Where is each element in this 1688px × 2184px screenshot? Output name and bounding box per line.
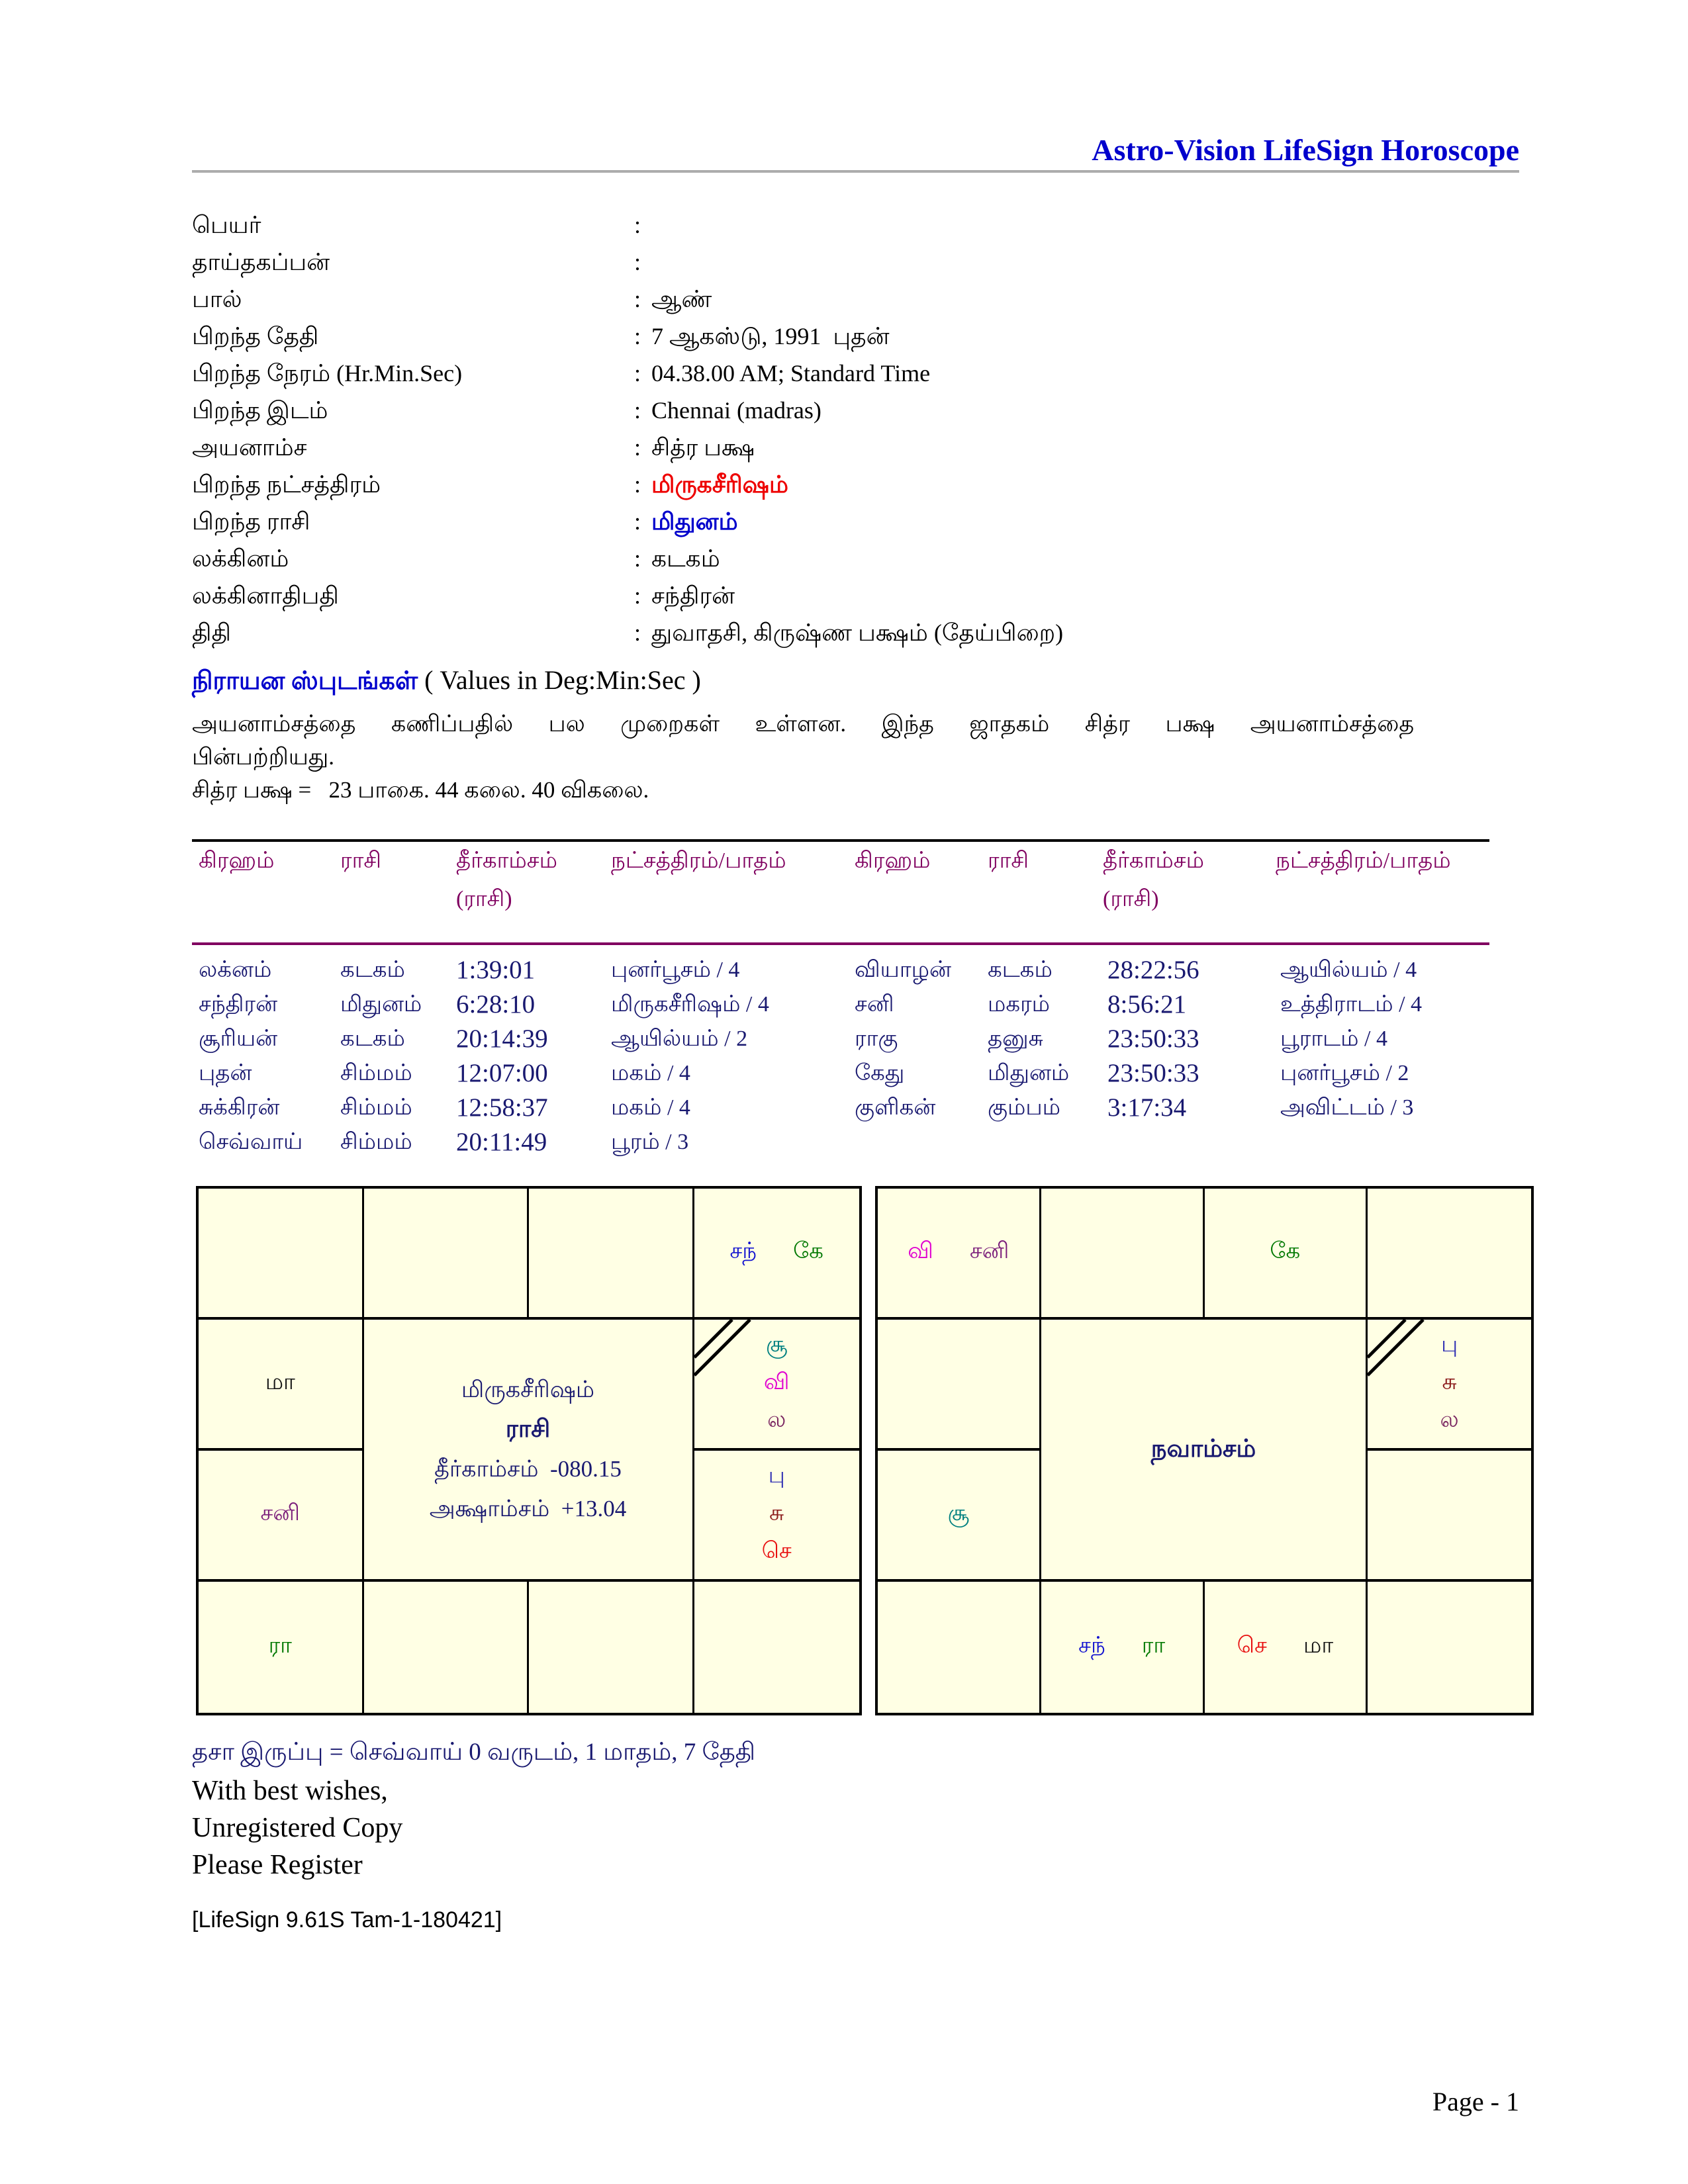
- info-label: பிறந்த நட்சத்திரம்: [192, 471, 381, 498]
- cell-nakshatra: மிருகசீரிஷம் / 4: [611, 992, 769, 1017]
- cell-rasi: மிதுனம்: [988, 1061, 1070, 1085]
- info-value: சந்திரன்: [651, 582, 735, 609]
- info-value: 7 ஆகஸ்டு, 1991 புதன்: [651, 323, 890, 349]
- planet-label-jupiter: வி: [908, 1239, 933, 1263]
- cell-longitude: 6:28:10: [456, 990, 536, 1019]
- info-label: பெயர்: [192, 212, 261, 238]
- info-row: [192, 355, 1519, 392]
- chart-cell-navamsa-r1c1: [878, 1189, 1041, 1320]
- cell-longitude: 23:50:33: [1107, 1059, 1199, 1087]
- planet-label-ketu: கே: [1270, 1239, 1301, 1263]
- planet-label-venus: சு: [1442, 1370, 1457, 1394]
- cell-longitude: 28:22:56: [1107, 956, 1199, 984]
- chart-cell-rasi-r1c2: [364, 1189, 530, 1320]
- table-row: [192, 1022, 1509, 1056]
- cell-nakshatra: மகம் / 4: [611, 1061, 690, 1085]
- cell-rasi: கடகம்: [988, 958, 1053, 982]
- table-rule-top: [192, 839, 1489, 842]
- rasi-chart: [196, 1186, 862, 1715]
- chart-cell-navamsa-r3c1: [878, 1451, 1041, 1582]
- info-row: [192, 540, 1519, 577]
- info-value: கடகம்: [651, 545, 720, 572]
- planet-label-rahu: ரா: [1141, 1633, 1166, 1658]
- info-row: [192, 614, 1519, 651]
- planet-label-venus: சு: [769, 1501, 784, 1525]
- planet-label-mars: செ: [1237, 1633, 1267, 1658]
- chart-cell-rasi-r4c4: [694, 1582, 860, 1713]
- info-label: லக்கினாதிபதி: [192, 582, 339, 609]
- info-colon: :: [634, 286, 641, 312]
- info-colon: :: [634, 360, 641, 387]
- planet-label-mandi: மா: [265, 1370, 295, 1394]
- cell-nakshatra: உத்திராடம் / 4: [1280, 992, 1423, 1017]
- col-header-longitude-right: தீர்காம்சம்: [1103, 848, 1204, 873]
- planet-label-mandi: மா: [1303, 1633, 1334, 1658]
- info-label: தாய்தகப்பன்: [192, 249, 330, 275]
- cell-planet: சுக்கிரன்: [199, 1095, 280, 1120]
- cell-nakshatra: பூராடம் / 4: [1280, 1026, 1387, 1051]
- info-value: துவாதசி, கிருஷ்ண பக்ஷம் (தேய்பிறை): [651, 619, 1064, 646]
- chitra-paksha-value-line: சித்ர பக்ஷ = 23 பாகை. 44 கலை. 40 விகலை.: [192, 777, 649, 803]
- navamsa-center-line: நவாம்சம்: [1150, 1435, 1256, 1463]
- info-colon: :: [634, 323, 641, 349]
- col-header-graham-right: கிரஹம்: [855, 848, 931, 873]
- cell-longitude: 1:39:01: [456, 956, 536, 984]
- info-colon: :: [634, 545, 641, 572]
- col-header-longitude-left: தீர்காம்சம்: [456, 848, 557, 873]
- cell-nakshatra: பூரம் / 3: [611, 1130, 689, 1154]
- planet-label-mercury: பு: [768, 1463, 785, 1488]
- info-colon: :: [634, 212, 641, 238]
- section-heading-latin: ( Values in Deg:Min:Sec ): [418, 665, 701, 695]
- info-colon: :: [634, 508, 641, 535]
- cell-planet: ராகு: [855, 1026, 898, 1051]
- info-colon: :: [634, 397, 641, 424]
- unregistered-copy-line: Unregistered Copy: [192, 1813, 403, 1843]
- cell-rasi: மிதுனம்: [340, 992, 422, 1017]
- col-header-graham-left: கிரஹம்: [199, 848, 275, 873]
- chart-cell-navamsa-r1c3: [1205, 1189, 1368, 1320]
- cell-nakshatra: புனர்பூசம் / 2: [1280, 1061, 1409, 1085]
- cell-planet: குளிகன்: [855, 1095, 936, 1120]
- chart-cell-rasi-r2c4: [694, 1320, 860, 1451]
- chart-cell-navamsa-r4c4: [1368, 1582, 1531, 1713]
- section-heading: [192, 664, 701, 699]
- table-row: [192, 1091, 1509, 1125]
- positions-table-header: [192, 848, 1509, 882]
- info-value: 04.38.00 AM; Standard Time: [651, 360, 931, 387]
- rasi-center-line: ராசி: [505, 1416, 551, 1443]
- chart-cell-rasi-r4c2: [364, 1582, 530, 1713]
- cell-nakshatra: ஆயில்யம் / 2: [611, 1026, 748, 1051]
- info-colon: :: [634, 434, 641, 461]
- cell-planet: புதன்: [199, 1061, 252, 1085]
- info-row: [192, 429, 1519, 466]
- info-label: பிறந்த இடம்: [192, 397, 328, 424]
- rasi-center-line: தீர்காம்சம் -080.15: [434, 1456, 622, 1482]
- info-colon: :: [634, 582, 641, 609]
- info-label: திதி: [192, 619, 231, 646]
- planet-label-mars: செ: [761, 1539, 792, 1563]
- table-row: [192, 987, 1509, 1022]
- dasa-balance-line: தசா இருப்பு = செவ்வாய் 0 வருடம், 1 மாதம், 7 தேதி: [192, 1739, 756, 1766]
- info-value: ஆண்: [651, 286, 712, 312]
- chart-cell-navamsa-r3c4: [1368, 1451, 1531, 1582]
- cell-nakshatra: ஆயில்யம் / 4: [1280, 958, 1417, 982]
- cell-nakshatra: புனர்பூசம் / 4: [611, 958, 740, 982]
- rasi-center-line: அக்ஷாம்சம் +13.04: [429, 1496, 627, 1522]
- chart-cell-navamsa-r1c4: [1368, 1189, 1531, 1320]
- info-colon: :: [634, 249, 641, 275]
- info-value: Chennai (madras): [651, 397, 821, 424]
- chart-cell-navamsa-r4c2: [1041, 1582, 1205, 1713]
- rasi-center-line: மிருகசீரிஷம்: [461, 1377, 595, 1402]
- planet-label-rahu: ரா: [268, 1633, 292, 1658]
- wishes-line: With best wishes,: [192, 1776, 388, 1806]
- lagna-marker-icon: [1368, 1320, 1429, 1381]
- lagna-marker-icon: [694, 1320, 755, 1381]
- cell-longitude: 23:50:33: [1107, 1024, 1199, 1053]
- chart-cell-navamsa-r2c1: [878, 1320, 1041, 1451]
- col-header-nakshatra-right: நட்சத்திரம்/பாதம்: [1276, 848, 1451, 873]
- chart-cell-rasi-r3c4: [694, 1451, 860, 1582]
- info-label: பிறந்த ராசி: [192, 508, 310, 535]
- positions-table-subheader: [192, 887, 1509, 920]
- birth-info-list: [192, 206, 1519, 651]
- cell-longitude: 12:58:37: [456, 1093, 548, 1122]
- section-heading-tamil: நிராயன ஸ்புடங்கள்: [192, 667, 418, 695]
- info-colon: :: [634, 471, 641, 498]
- cell-rasi: கடகம்: [340, 1026, 405, 1051]
- info-colon: :: [634, 619, 641, 646]
- cell-longitude: 8:56:21: [1107, 990, 1187, 1019]
- info-row: [192, 577, 1519, 614]
- cell-longitude: 20:14:39: [456, 1024, 548, 1053]
- chart-cell-rasi-r2c1: [199, 1320, 364, 1451]
- info-row: [192, 503, 1519, 540]
- page-title: Astro-Vision LifeSign Horoscope: [1092, 133, 1519, 167]
- info-row: [192, 392, 1519, 429]
- chart-cell-rasi-r1c4: [694, 1189, 860, 1320]
- col-header-rasi-left: ராசி: [340, 848, 381, 873]
- chart-cell-navamsa-r1c2: [1041, 1189, 1205, 1320]
- info-row: [192, 244, 1519, 281]
- cell-rasi: கும்பம்: [988, 1095, 1061, 1120]
- table-row: [192, 1056, 1509, 1091]
- planet-label-ketu: கே: [793, 1239, 824, 1263]
- info-label: பால்: [192, 286, 242, 312]
- chart-cell-rasi-r4c1: [199, 1582, 364, 1713]
- cell-rasi: சிம்மம்: [340, 1095, 412, 1120]
- cell-planet: சந்திரன்: [199, 992, 278, 1017]
- rasi-chart-center: [364, 1320, 694, 1582]
- chart-cell-rasi-r1c1: [199, 1189, 364, 1320]
- ayanamsa-paragraph-line-2: பின்பற்றியது.: [192, 744, 334, 770]
- info-value: சித்ர பக்ஷ: [651, 434, 755, 461]
- chart-cell-rasi-r1c3: [529, 1189, 694, 1320]
- cell-planet: செவ்வாய்: [199, 1130, 303, 1154]
- planet-label-moon: சந்: [1078, 1633, 1105, 1658]
- navamsa-chart: [875, 1186, 1534, 1715]
- planet-label-sun: சூ: [765, 1332, 788, 1357]
- navamsa-chart-center: [1041, 1320, 1368, 1582]
- chart-cell-navamsa-r4c3: [1205, 1582, 1368, 1713]
- subheader-rasi-right: (ராசி): [1103, 887, 1159, 911]
- cell-planet: கேது: [855, 1061, 905, 1085]
- cell-planet: சனி: [855, 992, 894, 1017]
- subheader-rasi-left: (ராசி): [456, 887, 512, 911]
- cell-rasi: சிம்மம்: [340, 1130, 412, 1154]
- header-rule: [192, 170, 1519, 173]
- chart-cell-navamsa-r2c4: [1368, 1320, 1531, 1451]
- ayanamsa-paragraph-line-1: அயனாம்சத்தை கணிப்பதில் பல முறைகள் உள்ளன. இந்த ஜாதகம் சித்ர பக்ஷ அயனாம்சத்தை: [192, 711, 1415, 737]
- info-label: லக்கினம்: [192, 545, 289, 572]
- table-row: [192, 953, 1509, 987]
- chart-cell-navamsa-r4c1: [878, 1582, 1041, 1713]
- info-row: [192, 318, 1519, 355]
- info-row: [192, 206, 1519, 244]
- cell-planet: சூரியன்: [199, 1026, 278, 1051]
- info-label: பிறந்த தேதி: [192, 323, 319, 349]
- cell-rasi: கடகம்: [340, 958, 405, 982]
- info-value: மிதுனம்: [651, 508, 738, 535]
- cell-longitude: 20:11:49: [456, 1128, 547, 1156]
- info-label: பிறந்த நேரம் (Hr.Min.Sec): [192, 360, 463, 387]
- col-header-nakshatra-left: நட்சத்திரம்/பாதம்: [611, 848, 786, 873]
- cell-nakshatra: மகம் / 4: [611, 1095, 690, 1120]
- planet-label-lagna: ல: [767, 1408, 786, 1432]
- cell-planet: வியாழன்: [855, 958, 951, 982]
- please-register-line: Please Register: [192, 1850, 363, 1880]
- cell-longitude: 3:17:34: [1107, 1093, 1187, 1122]
- cell-longitude: 12:07:00: [456, 1059, 548, 1087]
- cell-rasi: தனுசு: [988, 1026, 1043, 1051]
- planet-label-mercury: பு: [1440, 1332, 1458, 1357]
- cell-rasi: மகரம்: [988, 992, 1051, 1017]
- planet-label-saturn: சனி: [260, 1501, 300, 1525]
- software-version-line: [LifeSign 9.61S Tam-1-180421]: [192, 1907, 502, 1933]
- info-value: மிருகசீரிஷம்: [651, 471, 788, 498]
- planet-label-lagna: ல: [1440, 1408, 1459, 1432]
- cell-rasi: சிம்மம்: [340, 1061, 412, 1085]
- info-row: [192, 466, 1519, 503]
- planet-label-sun: சூ: [947, 1501, 970, 1525]
- cell-planet: லக்னம்: [199, 958, 272, 982]
- planet-label-saturn: சனி: [969, 1239, 1009, 1263]
- col-header-rasi-right: ராசி: [988, 848, 1029, 873]
- cell-nakshatra: அவிட்டம் / 3: [1280, 1095, 1414, 1120]
- info-label: அயனாம்ச: [192, 434, 307, 461]
- planet-label-moon: சந்: [729, 1239, 757, 1263]
- table-row: [192, 1125, 1509, 1160]
- planet-label-jupiter: வி: [763, 1370, 790, 1394]
- chart-cell-rasi-r4c3: [529, 1582, 694, 1713]
- table-rule-purple: [192, 942, 1489, 945]
- chart-cell-rasi-r3c1: [199, 1451, 364, 1582]
- positions-table-body: [192, 953, 1509, 1160]
- page-number: Page - 1: [1432, 2087, 1519, 2116]
- info-row: [192, 281, 1519, 318]
